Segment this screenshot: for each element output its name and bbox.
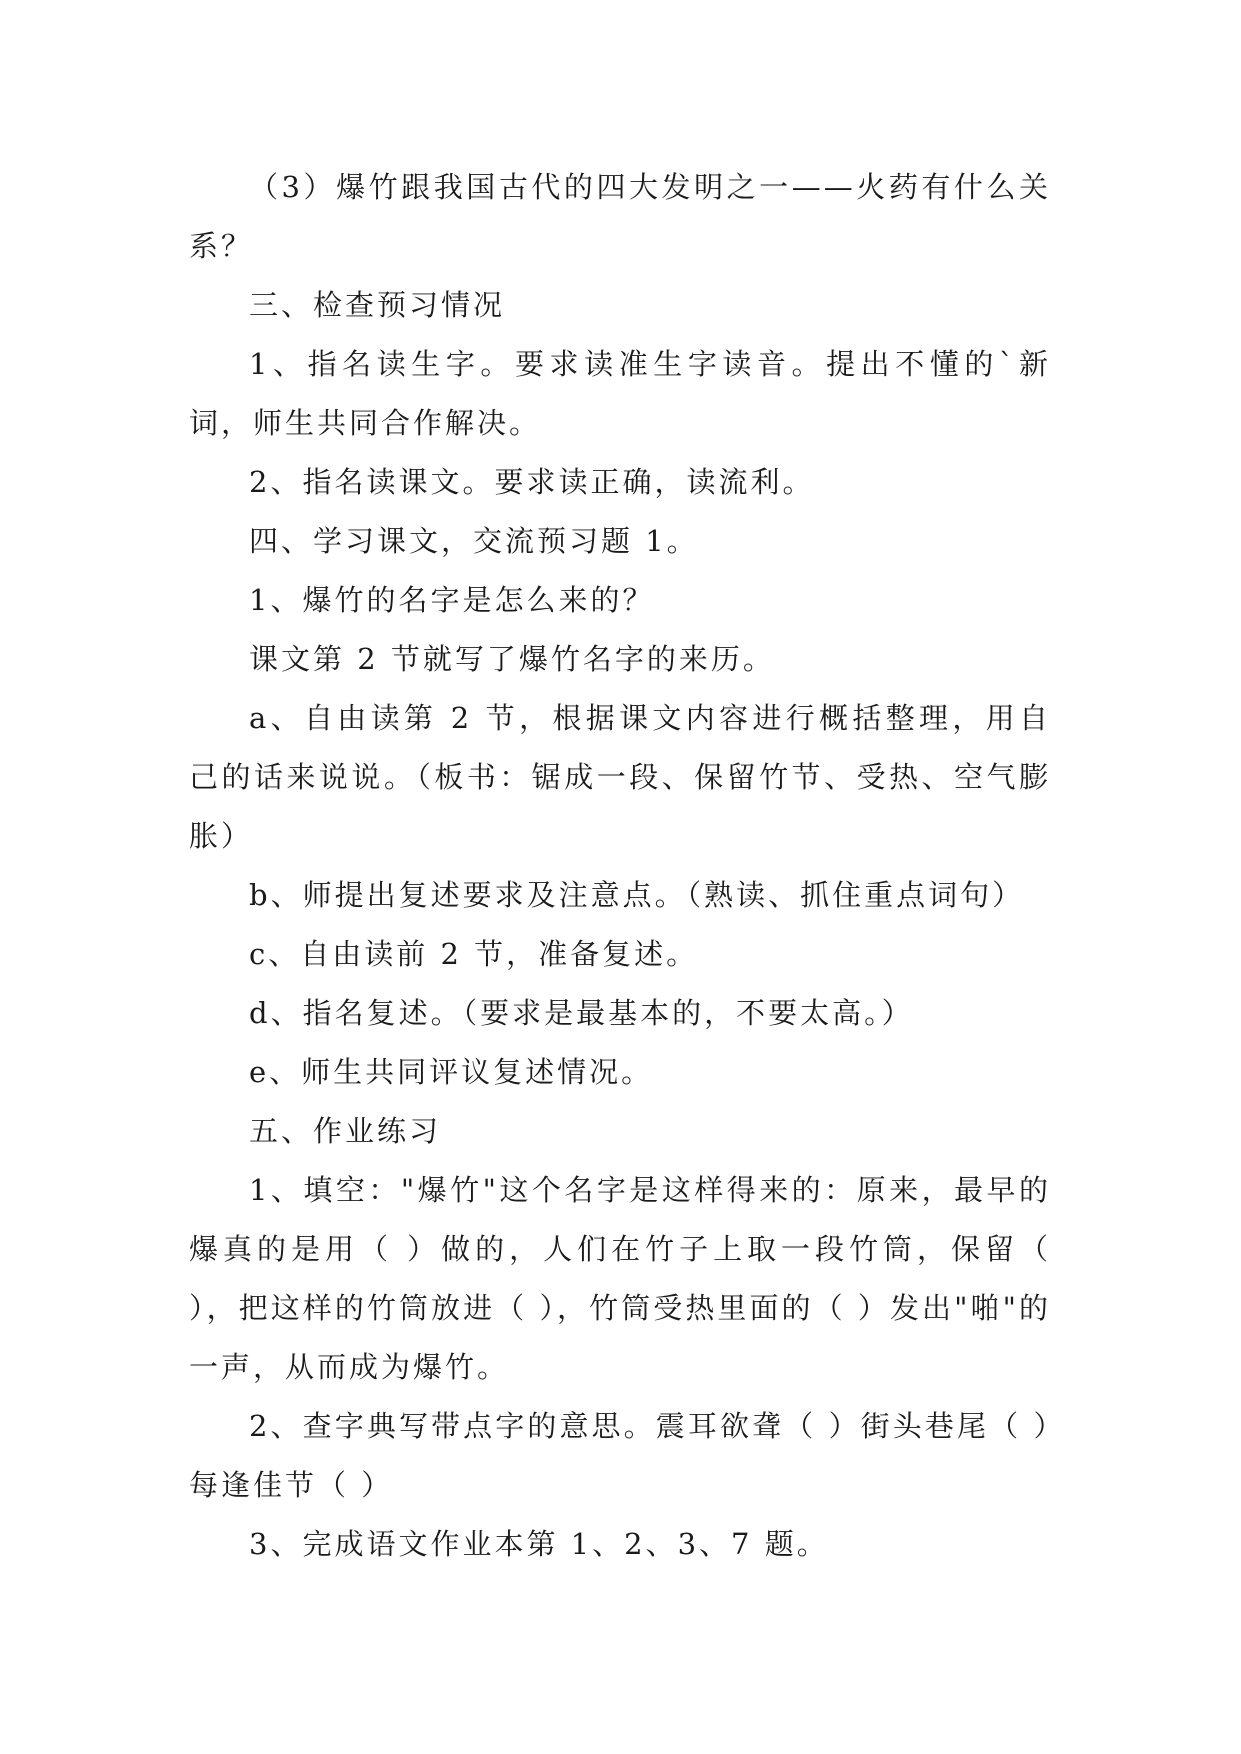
paragraph-step-b: b、师提出复述要求及注意点。（熟读、抓住重点词句） <box>249 878 1025 912</box>
paragraph-step-d: d、指名复述。（要求是最基本的，不要太高。） <box>249 996 914 1030</box>
paragraph-question-3: （3）爆竹跟我国古代的四大发明之一——火药有什么关系？ <box>189 170 1051 263</box>
paragraph-fill-blank: 1、填空："爆竹"这个名字是这样得来的：原来，最早的爆真的是用（ ）做的，人们在竹子上取一段竹筒，保留（ ），把这样的竹筒放进（ ），竹筒受热里面的（ ）发出"啪"的一声，从而成为爆竹。 <box>189 1173 1051 1384</box>
paragraph-workbook: 3、完成语文作业本第 1、2、3、7 题。 <box>249 1527 829 1561</box>
paragraph-step-a: a、自由读第 2 节，根据课文内容进行概括整理，用自己的话来说说。（板书：锯成一段、保留竹节、受热、空气膨胀） <box>189 701 1051 853</box>
paragraph-read-text: 2、指名读课文。要求读正确，读流利。 <box>249 465 815 499</box>
paragraph-step-c: c、自由读前 2 节，准备复述。 <box>249 937 699 971</box>
heading-check-preview: 三、检查预习情况 <box>249 288 506 322</box>
paragraph-name-origin-question: 1、爆竹的名字是怎么来的？ <box>249 583 655 617</box>
heading-learn-text: 四、学习课文，交流预习题 1。 <box>249 524 699 558</box>
paragraph-dictionary: 2、查字典写带点字的意思。震耳欲聋（ ）街头巷尾（ ）每逢佳节（ ） <box>189 1409 1051 1502</box>
paragraph-step-e: e、师生共同评议复述情况。 <box>249 1055 654 1089</box>
document-body <box>189 158 1051 1574</box>
paragraph-read-characters: 1、指名读生字。要求读准生字读音。提出不懂的`新词，师生共同合作解决。 <box>189 347 1051 440</box>
heading-homework: 五、作业练习 <box>249 1114 442 1148</box>
paragraph-section-2-history: 课文第 2 节就写了爆竹名字的来历。 <box>249 642 775 676</box>
